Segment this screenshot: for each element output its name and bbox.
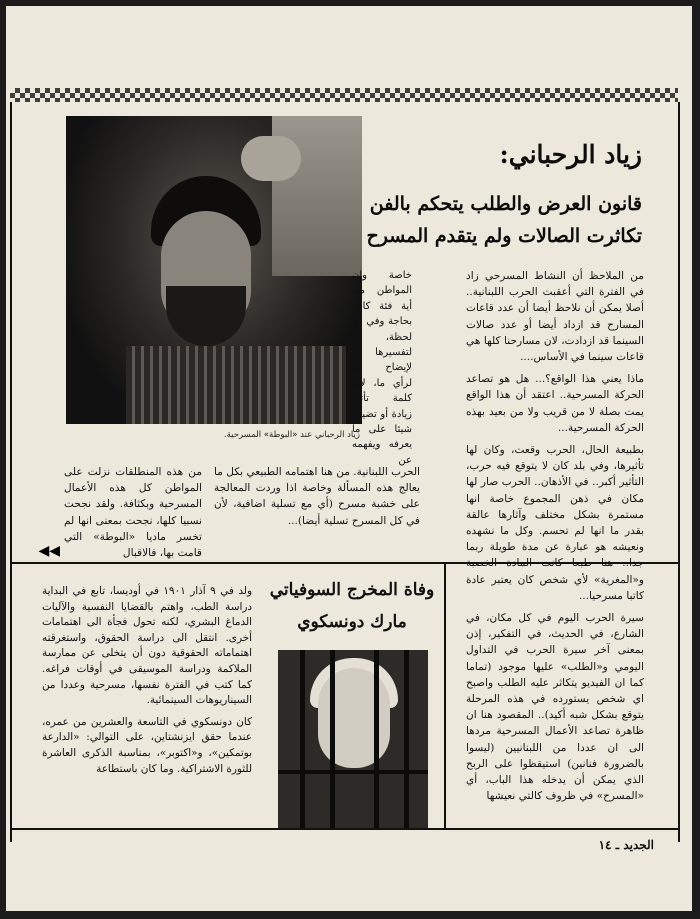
paragraph: سيرة الحرب اليوم في كل مكان، في الشارع، في الحديث، في التفكير، إذن بمعنى آخر سيرة الحرب في التداول اليومي و«الطلب» عليها موجود (تماما كما ان الفيديو يتكاثر عليه الطلب واصبح اي شخص يستورده في هذه المرحلة يتوقع بشكل شبه أكيد).. المقصود هنا ان ظاهرة تصاعد الأعمال المسرحية مردها الى ان عددا من اللبنانيين (ليسوا بالضرورة فنانين) استيقظوا على الربح الذي يمكن أن يدخله هذا الباب، أي «المسرح» في ظروف كالتي نعيشها bbox=[466, 612, 644, 803]
obituary-title-line2: مارك دونسكوي bbox=[297, 612, 407, 632]
article-headline-line1: قانون العرض والطلب يتحكم بالفن bbox=[369, 193, 642, 215]
article-column-left-lower bbox=[64, 464, 202, 561]
obituary-title bbox=[264, 580, 440, 632]
obituary-column-divider bbox=[444, 562, 446, 830]
left-frame-line bbox=[10, 102, 12, 842]
paragraph: ولد في ٩ آذار ١٩٠١ في أوديسا، تابع في البداية دراسة الطب، واهتم بالقضايا النفسية والآليات الدماغ البشري، لكنه تحول فجأة الى اهتمامات أخرى. انتقل الى دراسة الحقوق، واستغرقته اهتماماته الحقوقية دون أن يتخلى عن ممارسة الملاكمة ودراسة الموسيقى في أوقات فراغه. كما كتب في الفترة نفسها، مسرحية وعددا من السيناريوهات السينمائية. bbox=[42, 585, 252, 707]
page-footer: الجديد ـ ١٤ bbox=[598, 838, 654, 852]
paragraph: بطبيعة الحال، الحرب وقعت، وكان لها تأثيرها، وفي بلد كان لا يتوقع فيه حرب، التأثير أكبر.. في الأذهان.. الحرب صار لها مكان في ذهن المجموع خاصة انها مستمرة بشكل مختلف وآثارها عالقة بقدر ما انها لم تحسم. وكل ما نشهده ونعيشه هو عبارة عن مدة طويلة ربما جدا.. هنا طبعا كانت المادة الخصبة و«المغرية» لأي شخص كان يعتبر عادة كاتبا مسرحيا... bbox=[466, 444, 644, 602]
article-title-block bbox=[357, 138, 642, 247]
article-column-middle-lower bbox=[214, 464, 420, 529]
article-headline-line2: تكاثرت الصالات ولم يتقدم المسرح bbox=[366, 225, 642, 247]
photo-caption: زياد الرحباني عند «البوطة» المسرحية. bbox=[223, 430, 360, 440]
paragraph: خاصة وان المواطن من أية فئة كان، بحاجة وفي أي لحظة، لتفسيرها لإيضاح ما لرأي ما، لأي كلمة تأتي زيادة أو تضيف شيئا على ما يعرفه ويفهمه عن bbox=[352, 270, 412, 466]
donskoy-photo bbox=[278, 650, 428, 828]
article-name: زياد الرحباني: bbox=[499, 140, 642, 169]
paragraph: من الملاحظ أن النشاط المسرحي زاد في الفترة التي أعقبت الحرب اللبنانية.. أصلا يمكن أن نلاحظ أيضا أن عدد قاعات المسارح قد ازداد أيضا أو عدد صالات السينما قد ازدادت، لان مسارحنا كلها هي قاعات سينما في الأساس.... bbox=[466, 270, 644, 364]
paragraph: كان دونسكوي في التاسعة والعشرين من عمره، عندما حقق ايزنشتاين، على التوالي: «الدارعة بوتمكين»، و«اكتوبر»، بمناسبة الذكرى العاشرة للثورة الاشتراكية. وما كان باستطاعة bbox=[42, 715, 252, 775]
obituary-title-line1: وفاة المخرج السوفياتي bbox=[269, 580, 435, 600]
article-column-right bbox=[466, 268, 644, 805]
article-column-middle-upper bbox=[352, 268, 412, 468]
ziad-rahbani-photo bbox=[66, 116, 362, 424]
paragraph: الحرب اللبنانية. من هنا اهتمامه الطبيعي بكل ما يعالج هذه المسألة وخاصة اذا وردت المعالجة على خشبة مسرح (أي مع تسلية اضافية، لأن في كل المسرح تسلية أيضا)... bbox=[214, 466, 420, 527]
bottom-frame-line bbox=[10, 828, 680, 830]
continue-arrow-icon: ◀◀ bbox=[38, 543, 60, 559]
obituary-text-column bbox=[42, 584, 252, 777]
paragraph: ماذا يعني هذا الواقع؟... هل هو تصاعد الحركة المسرحية.. اعتقد أن هذا الواقع يمت بصلة لا من قريب ولا من بعيد بهذه الحركة المسرحية... bbox=[466, 373, 644, 434]
right-frame-line bbox=[678, 102, 680, 842]
paragraph: من هذه المنطلقات نزلت على المواطن كل هذه الأعمال المسرحية وبكثافة. ولقد نجحت نسبيا كلها، نجحت بمعنى انها لم تخسر ماديا «البوطة» التي قامت بها، فالاقبال bbox=[64, 466, 202, 560]
magazine-page bbox=[6, 6, 692, 911]
decorative-border-strip bbox=[10, 88, 678, 102]
